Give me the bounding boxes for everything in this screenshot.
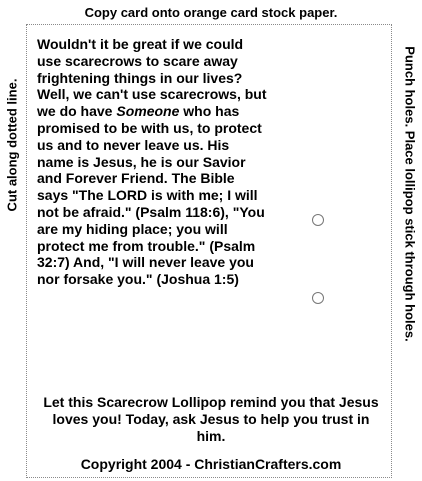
card-message <box>37 36 267 288</box>
cut-instruction <box>2 60 22 230</box>
reminder-text: Let this Scarecrow Lollipop remind you that Jesus loves you! Today, ask Jesus to help you trust in him. <box>43 394 379 444</box>
punch-hole-marker-top <box>312 214 324 226</box>
cut-instruction-text: Cut along dotted line. <box>4 78 20 212</box>
print-instruction: Copy card onto orange card stock paper. <box>84 5 338 20</box>
punch-hole-marker-bottom <box>312 292 324 304</box>
copyright-text: Copyright 2004 - ChristianCrafters.com <box>80 456 342 472</box>
message-emphasis: Someone <box>116 103 180 120</box>
punch-instruction <box>400 24 420 364</box>
message-part-2: who has promised to be with us, to protect us and to never leave us. His name is Jesus, he is our Savior and Forever Friend. The Bible says "The LORD is with me; I will not be afraid." (Psalm 118:6), "You are my hiding place; you will protect me from trouble." (Psalm 32:7) And, "I will never leave you nor forsake you." (Joshua 1:5) <box>37 103 265 288</box>
message-part-1: Wouldn't it be great if we could use scarecrows to scare away frightening things in our lives? Well, we can't use scarecrows, but we do have <box>37 36 267 120</box>
punch-instruction-text: Punch holes. Place lollipop stick through holes. <box>402 46 418 342</box>
